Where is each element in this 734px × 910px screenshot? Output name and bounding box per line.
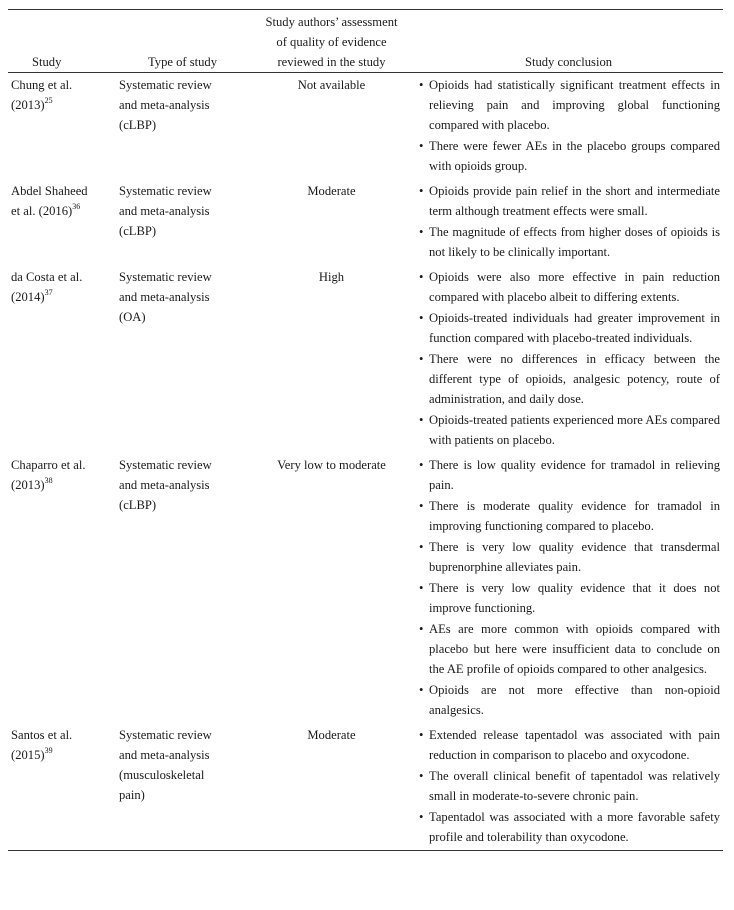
conclusion-list [417,725,720,847]
conclusion-cell [414,73,723,180]
table-body [8,73,723,851]
conclusion-item [417,537,720,577]
study-name-line: Chung et al. [11,78,73,92]
conclusion-item [417,267,720,307]
bullet-icon: • [419,352,424,366]
study-name-line: (2013) [11,98,45,112]
header-study: Study [8,10,116,73]
study-name-line: da Costa et al. [11,270,83,284]
bullet-icon: • [419,311,424,325]
conclusion-text: There is low quality evidence for tramadol in relieving pain. [429,458,720,492]
study-type-line: Systematic review [119,184,212,198]
header-quality-line: Study authors’ assessment [265,15,398,29]
conclusion-list [417,267,720,450]
bullet-icon: • [419,139,424,153]
quality-cell: Moderate [307,184,356,198]
bullet-icon: • [419,78,424,92]
table-row [8,453,723,723]
study-type-line: and meta-analysis [119,290,210,304]
study-type-line: pain) [119,788,145,802]
conclusion-item [417,619,720,679]
bullet-icon: • [419,769,424,783]
study-type-cell [116,723,249,851]
bullet-icon: • [419,413,424,427]
study-cell [8,453,116,723]
conclusion-item [417,181,720,221]
header-conclusion: Study conclusion [414,10,723,73]
bullet-icon: • [419,622,424,636]
header-type: Type of study [116,10,249,73]
conclusion-text: There is very low quality evidence that transdermal buprenorphine alleviates pain. [429,540,720,574]
conclusion-text: AEs are more common with opioids compared with placebo but here were insufficient data to conclude on the AE profile of opioids compared to other analgesics. [429,622,720,676]
study-type-line: (cLBP) [119,118,157,132]
conclusion-list [417,455,720,720]
conclusion-text: Opioids had statistically significant treatment effects in relieving pain and improving global functioning compared with placebo. [429,78,720,132]
quality-cell: Not available [297,78,366,92]
study-type-line: Systematic review [119,270,212,284]
conclusion-text: There is moderate quality evidence for tramadol in improving functioning compared to placebo. [429,499,720,533]
study-type-line: Systematic review [119,458,212,472]
study-type-line: and meta-analysis [119,204,210,218]
quality-cell: High [318,270,345,284]
study-name-line: Santos et al. [11,728,73,742]
bullet-icon: • [419,184,424,198]
conclusion-item [417,496,720,536]
quality-cell: Moderate [307,728,356,742]
table-header [8,10,723,73]
reference-number: 37 [44,287,53,297]
study-name-line: (2015) [11,748,45,762]
study-type-line: (cLBP) [119,224,157,238]
bullet-icon: • [419,810,424,824]
evidence-table [8,9,723,851]
conclusion-item [417,725,720,765]
conclusion-list [417,75,720,176]
conclusion-item [417,680,720,720]
study-name-line: (2013) [11,478,45,492]
conclusion-item [417,136,720,176]
conclusion-text: Opioids-treated individuals had greater improvement in function compared with placebo-treated individuals. [429,311,720,345]
bullet-icon: • [419,728,424,742]
conclusion-text: There were no differences in efficacy between the different type of opioids, analgesic potency, route of administration, and daily dose. [429,352,720,406]
conclusion-text: Opioids are not more effective than non-opioid analgesics. [429,683,720,717]
conclusion-item [417,410,720,450]
study-cell [8,265,116,453]
reference-number: 36 [72,201,81,211]
study-type-line: (OA) [119,310,146,324]
study-type-line: (musculoskeletal [119,768,205,782]
conclusion-text: There is very low quality evidence that it does not improve functioning. [429,581,720,615]
conclusion-item [417,222,720,262]
conclusion-cell [414,265,723,453]
header-quality-line: of quality of evidence [276,35,387,49]
conclusion-text: There were fewer AEs in the placebo groups compared with opioids group. [429,139,720,173]
conclusion-text: The overall clinical benefit of tapentadol was relatively small in moderate-to-severe chronic pain. [429,769,720,803]
study-type-line: Systematic review [119,728,212,742]
conclusion-cell [414,453,723,723]
conclusion-text: Opioids provide pain relief in the short and intermediate term although treatment effects were small. [429,184,720,218]
conclusion-item [417,349,720,409]
study-type-cell [116,265,249,453]
conclusion-cell [414,723,723,851]
conclusion-text: The magnitude of effects from higher doses of opioids is not likely to be clinically important. [429,225,720,259]
table-row [8,265,723,453]
bullet-icon: • [419,225,424,239]
conclusion-item [417,455,720,495]
reference-number: 25 [44,95,53,105]
study-cell [8,73,116,180]
conclusion-text: Extended release tapentadol was associated with pain reduction in comparison to placebo and oxycodone. [429,728,720,762]
bullet-icon: • [419,458,424,472]
bullet-icon: • [419,683,424,697]
study-name-line: et al. (2016) [11,204,73,218]
bullet-icon: • [419,499,424,513]
study-cell [8,723,116,851]
header-quality-line: reviewed in the study [277,55,386,69]
study-cell [8,179,116,265]
study-type-cell [116,73,249,180]
conclusion-item [417,75,720,135]
study-type-line: and meta-analysis [119,748,210,762]
study-name-line: Abdel Shaheed [11,184,88,198]
bullet-icon: • [419,540,424,554]
conclusion-text: Opioids-treated patients experienced more AEs compared with patients on placebo. [429,413,720,447]
study-type-cell [116,179,249,265]
table-row [8,179,723,265]
reference-number: 39 [44,745,53,755]
bullet-icon: • [419,270,424,284]
study-name-line: Chaparro et al. [11,458,86,472]
conclusion-item [417,807,720,847]
conclusion-cell [414,179,723,265]
conclusion-text: Tapentadol was associated with a more favorable safety profile and tolerability than oxycodone. [429,810,720,844]
bullet-icon: • [419,581,424,595]
study-type-line: Systematic review [119,78,212,92]
study-type-line: (cLBP) [119,498,157,512]
table-row [8,73,723,180]
conclusion-item [417,308,720,348]
conclusion-list [417,181,720,262]
conclusion-item [417,766,720,806]
study-type-line: and meta-analysis [119,98,210,112]
study-type-line: and meta-analysis [119,478,210,492]
conclusion-item [417,578,720,618]
conclusion-text: Opioids were also more effective in pain reduction compared with placebo albeit to differing extents. [429,270,720,304]
quality-cell: Very low to moderate [277,458,386,472]
reference-number: 38 [44,475,53,485]
study-name-line: (2014) [11,290,45,304]
header-quality [249,10,414,73]
table-row [8,723,723,851]
study-type-cell [116,453,249,723]
